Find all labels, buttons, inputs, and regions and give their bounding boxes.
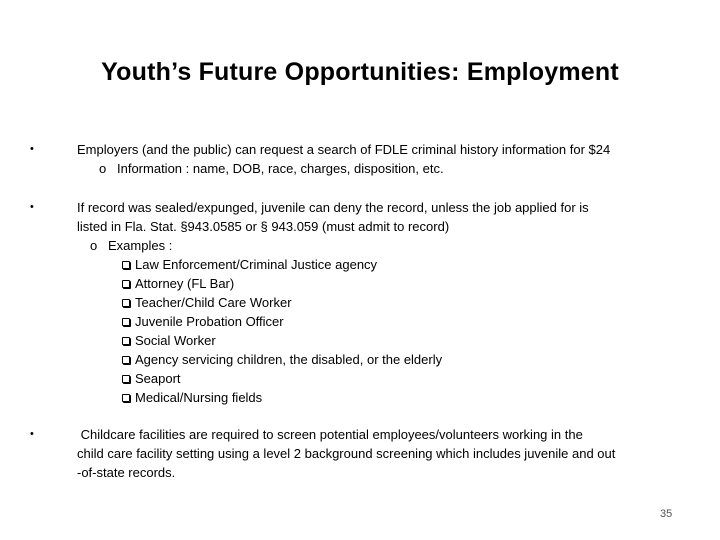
example-text: Attorney (FL Bar) <box>135 276 235 291</box>
examples-list <box>77 255 697 407</box>
checkbox-bullet-icon <box>122 299 130 307</box>
slide-title: Youth’s Future Opportunities: Employment <box>101 58 619 86</box>
sub-marker: o <box>99 161 107 176</box>
example-text: Agency servicing children, the disabled, or the elderly <box>135 352 443 367</box>
checkbox-bullet-icon <box>122 318 130 326</box>
bullet-text: listed in Fla. Stat. §943.0585 or § 943.059 (must admit to record) <box>77 219 450 234</box>
example-item <box>122 312 697 331</box>
example-text: Seaport <box>135 371 181 386</box>
example-item <box>122 388 697 407</box>
bullet-marker: • <box>30 201 34 213</box>
bullet-text: child care facility setting using a level 2 background screening which includes juvenile and out <box>77 446 616 461</box>
bullet-text: -of-state records. <box>77 465 176 480</box>
bullet-marker: • <box>30 428 34 440</box>
example-text: Social Worker <box>135 333 216 348</box>
bullet-marker: • <box>30 143 34 155</box>
sub-item <box>77 159 697 178</box>
checkbox-bullet-icon <box>122 280 130 288</box>
checkbox-bullet-icon <box>122 261 130 269</box>
example-text: Medical/Nursing fields <box>135 390 263 405</box>
example-item <box>122 255 697 274</box>
example-item <box>122 369 697 388</box>
sub-marker: o <box>90 238 98 253</box>
example-text: Law Enforcement/Criminal Justice agency <box>135 257 378 272</box>
checkbox-bullet-icon <box>122 337 130 345</box>
example-item <box>122 350 697 369</box>
example-text: Teacher/Child Care Worker <box>135 295 292 310</box>
checkbox-bullet-icon <box>122 375 130 383</box>
bullet-text: If record was sealed/expunged, juvenile can deny the record, unless the job applied for is <box>77 200 589 215</box>
example-item <box>122 293 697 312</box>
sub-text: Examples : <box>108 238 173 253</box>
example-item <box>122 331 697 350</box>
checkbox-bullet-icon <box>122 394 130 402</box>
sub-text: Information : name, DOB, race, charges, disposition, etc. <box>117 161 444 176</box>
checkbox-bullet-icon <box>122 356 130 364</box>
bullet-text: Employers (and the public) can request a search of FDLE criminal history information for $24 <box>77 142 611 157</box>
page-number: 35 <box>660 508 673 520</box>
bullet-text: Childcare facilities are required to screen potential employees/volunteers working in the <box>77 427 583 442</box>
example-text: Juvenile Probation Officer <box>135 314 284 329</box>
example-item <box>122 274 697 293</box>
sub-item <box>77 236 697 255</box>
